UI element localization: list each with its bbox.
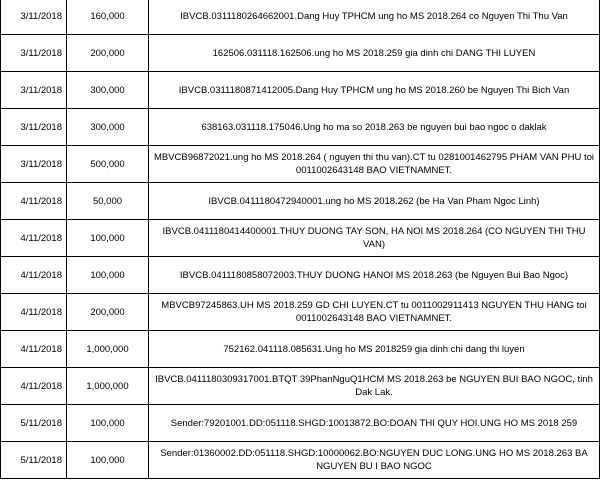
description-cell: 162506.031118.162506.ung ho MS 2018.259 gia dinh chi DANG THI LUYEN: [149, 35, 600, 72]
description-cell: Sender:79201001.DD:051118.SHGD:10013872.BO:DOAN THI QUY HOI.UNG HO MS 2018 259: [149, 405, 600, 442]
table-row: [1, 368, 600, 405]
date-cell: 4/11/2018: [1, 331, 67, 368]
date-cell: 4/11/2018: [1, 220, 67, 257]
amount-cell: 50,000: [67, 183, 149, 220]
amount-cell: 300,000: [67, 72, 149, 109]
date-cell: 3/11/2018: [1, 35, 67, 72]
amount-cell: 160,000: [67, 0, 149, 35]
table-row: [1, 72, 600, 109]
amount-cell: 1,000,000: [67, 331, 149, 368]
table-row: [1, 294, 600, 331]
amount-cell: 100,000: [67, 257, 149, 294]
table-row: [1, 146, 600, 183]
table-row: [1, 109, 600, 146]
date-cell: 3/11/2018: [1, 72, 67, 109]
description-cell: IBVCB.0311180264662001.Dang Huy TPHCM ung ho MS 2018.264 co Nguyen Thi Thu Van: [149, 0, 600, 35]
date-cell: 5/11/2018: [1, 405, 67, 442]
description-cell: Sender:01360002.DD:051118.SHGD:10000062.BO:NGUYEN DUC LONG.UNG HO MS 2018.263 BA NGUYEN BU I BAO NGOC: [149, 442, 600, 479]
transactions-table-body: [1, 0, 600, 479]
date-cell: 4/11/2018: [1, 257, 67, 294]
table-row: [1, 35, 600, 72]
amount-cell: 100,000: [67, 220, 149, 257]
description-cell: IBVCB.0311180871412005.Dang Huy TPHCM ung ho MS 2018.260 be Nguyen Thi Bich Van: [149, 72, 600, 109]
description-cell: IBVCB.0411180858072003.THUY DUONG HANOI MS 2018.263 (be Nguyen Bui Bao Ngoc): [149, 257, 600, 294]
amount-cell: 200,000: [67, 294, 149, 331]
description-cell: IBVCB.0411180414400001.THUY DUONG TAY SON, HA NOI MS 2018.264 (CO NGUYEN THI THU VAN): [149, 220, 600, 257]
table-row: [1, 257, 600, 294]
table-row: [1, 220, 600, 257]
table-row: [1, 405, 600, 442]
date-cell: 3/11/2018: [1, 146, 67, 183]
table-row: [1, 331, 600, 368]
description-cell: MBVCB96872021.ung ho MS 2018.264 ( nguyen thi thu van).CT tu 0281001462795 PHAM VAN PHU toi 0011002643148 BAO VIETNAMNET.: [149, 146, 600, 183]
description-cell: 752162.041118.085631.Ung ho MS 2018259 gia dinh chi dang thi luyen: [149, 331, 600, 368]
date-cell: 4/11/2018: [1, 183, 67, 220]
amount-cell: 1,000,000: [67, 368, 149, 405]
table-row: [1, 442, 600, 479]
date-cell: 3/11/2018: [1, 0, 67, 35]
date-cell: 5/11/2018: [1, 442, 67, 479]
date-cell: 4/11/2018: [1, 368, 67, 405]
description-cell: IBVCB.0411180472940001.ung ho MS 2018.262 (be Ha Van Pham Ngoc Linh): [149, 183, 600, 220]
amount-cell: 200,000: [67, 35, 149, 72]
description-cell: MBVCB97245863.UH MS 2018.259 GD CHI LUYEN.CT tu 0011002911413 NGUYEN THU HANG toi 0011002643148 BAO VIETNAMNET.: [149, 294, 600, 331]
description-cell: IBVCB.0411180309317001.BTQT 39PhanNguQ1HCM MS 2018.263 be NGUYEN BUI BAO NGOC, tinh Dak Lak.: [149, 368, 600, 405]
amount-cell: 500,000: [67, 146, 149, 183]
table-row: [1, 183, 600, 220]
table-row: [1, 0, 600, 35]
amount-cell: 300,000: [67, 109, 149, 146]
date-cell: 3/11/2018: [1, 109, 67, 146]
amount-cell: 100,000: [67, 442, 149, 479]
amount-cell: 100,000: [67, 405, 149, 442]
description-cell: 638163.031118.175046.Ung ho ma so 2018.263 be nguyen bui bao ngoc o daklak: [149, 109, 600, 146]
date-cell: 4/11/2018: [1, 294, 67, 331]
